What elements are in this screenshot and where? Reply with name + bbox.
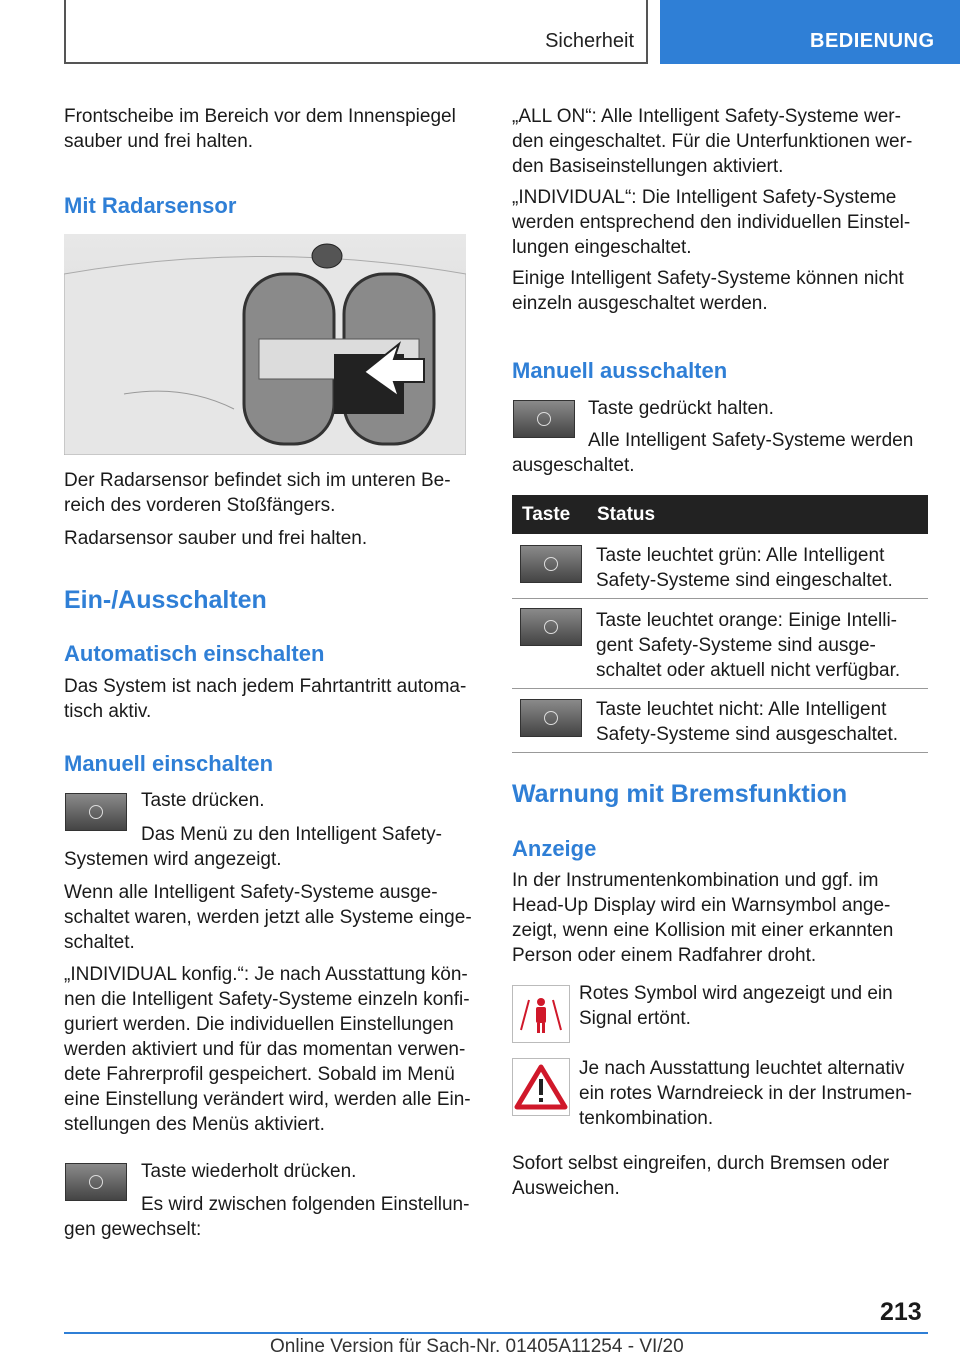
col-taste: Taste xyxy=(522,504,571,525)
hold-text: Taste gedrückt halten. xyxy=(588,398,774,419)
radar-car-image xyxy=(64,234,466,455)
table-row: Taste leuchtet nicht: Alle Intelligent Safety-Systeme sind ausgeschaltet. xyxy=(596,699,899,745)
individual-text: „INDIVIDUAL konfig.“: Je nach Ausstattung kön-nen die Intelligent Safety-Systeme einzeln konfi-guriert werden. Die individuellen Einstellungen werden aktiviert und für das momentan verwen-dete Fahrerprofil gespeichert. Sobald im Menü eine Einstellung verändert wird, werden alle Ein-stellungen des Menüs aktiviert. xyxy=(64,964,471,1135)
switch-text: Es wird zwischen folgenden Einstellun-gen gewechselt: xyxy=(64,1194,470,1240)
safety-symbol-icon xyxy=(537,412,551,426)
radar-text: Der Radarsensor befindet sich im unteren Be-reich des vorderen Stoßfängers. Radarsensor sauber und frei halten. xyxy=(64,470,451,549)
auto-text: Das System ist nach jedem Fahrtantritt automa-tisch aktiv. xyxy=(64,676,467,722)
all-on-text: Wenn alle Intelligent Safety-Systeme ausge-schaltet waren, werden jetzt alle Systeme einge-schaltet. xyxy=(64,882,472,953)
allon-text: „ALL ON“: Alle Intelligent Safety-Systeme wer-den eingeschaltet. Für die Unterfunktionen wer-den Basiseinstellungen aktiviert. „INDIVIDUAL“: Die Intelligent Safety-Systeme werden entsprechend den individuellen Einstel-lungen eingeschaltet. Einige Intelligent Safety-Systeme können nicht einzeln ausgeschaltet werden. xyxy=(512,106,913,314)
table-divider xyxy=(512,688,928,689)
pedestrian-warning-icon xyxy=(512,985,570,1043)
red-symbol-text: Rotes Symbol wird angezeigt und ein Signal ertönt. xyxy=(579,983,893,1029)
left-intro xyxy=(64,104,474,154)
table-row-3-button-icon xyxy=(520,699,582,737)
press-again-text: Taste wiederholt drücken. xyxy=(141,1161,357,1182)
warning-triangle-icon xyxy=(512,1058,570,1116)
header-section-box xyxy=(64,0,648,64)
table-divider xyxy=(512,598,928,599)
col-status: Status xyxy=(597,504,656,525)
triangle-text: Je nach Ausstattung leuchtet alternativ ein rotes Warndreieck in der Instrumen-tenkombination. xyxy=(579,1058,912,1129)
table-row-1-button-icon xyxy=(520,545,582,583)
heading-warnung: Warnung mit Bremsfunktion xyxy=(512,780,848,808)
heading-radar: Mit Radarsensor xyxy=(64,193,237,218)
table-row-2-button-icon xyxy=(520,608,582,646)
press-text: Taste drücken. xyxy=(141,790,265,811)
header-section: Sicherheit xyxy=(545,30,634,52)
safety-symbol-icon xyxy=(544,557,558,571)
heading-auto: Automatisch einschalten xyxy=(64,641,325,666)
status-table-header xyxy=(512,495,928,534)
menu-text: Das Menü zu den Intelligent Safety-Systemen wird angezeigt. xyxy=(64,824,443,870)
safety-symbol-icon xyxy=(544,711,558,725)
safety-symbol-icon xyxy=(89,1175,103,1189)
footer-line xyxy=(64,1332,928,1334)
table-row: Taste leuchtet orange: Einige Intelli-gent Safety-Systeme sind ausge-schaltet oder aktuell nicht verfügbar. xyxy=(596,610,901,681)
heading-anzeige: Anzeige xyxy=(512,836,597,861)
car-front-illustration xyxy=(64,234,466,455)
table-row: Taste leuchtet grün: Alle Intelligent Safety-Systeme sind eingeschaltet. xyxy=(596,545,893,591)
all-off-text: Alle Intelligent Safety-Systeme werden ausgeschaltet. xyxy=(512,430,914,476)
safety-symbol-icon xyxy=(544,620,558,634)
heading-manual-off: Manuell ausschalten xyxy=(512,358,728,383)
act-text: Sofort selbst eingreifen, durch Bremsen oder Ausweichen. xyxy=(512,1153,890,1199)
header-chapter: BEDIENUNG xyxy=(810,30,935,52)
intro-text: Frontscheibe im Bereich vor dem Innenspiegel sauber und frei halten. xyxy=(64,106,456,152)
page-number: 213 xyxy=(880,1298,922,1326)
footer-online: Online Version für Sach-Nr. 01405A11254 - VI/20 xyxy=(270,1336,684,1357)
header-chapter-box xyxy=(660,0,960,64)
heading-ein-aus: Ein-/Ausschalten xyxy=(64,586,267,614)
heading-manual-on: Manuell einschalten xyxy=(64,751,274,776)
anzeige-text: In der Instrumentenkombination und ggf. im Head-Up Display wird ein Warnsymbol ange-zeigt, wenn eine Kollision mit einer erkannten Person oder einem Radfahrer droht. xyxy=(512,870,894,966)
table-divider xyxy=(512,752,928,753)
safety-symbol-icon xyxy=(89,805,103,819)
